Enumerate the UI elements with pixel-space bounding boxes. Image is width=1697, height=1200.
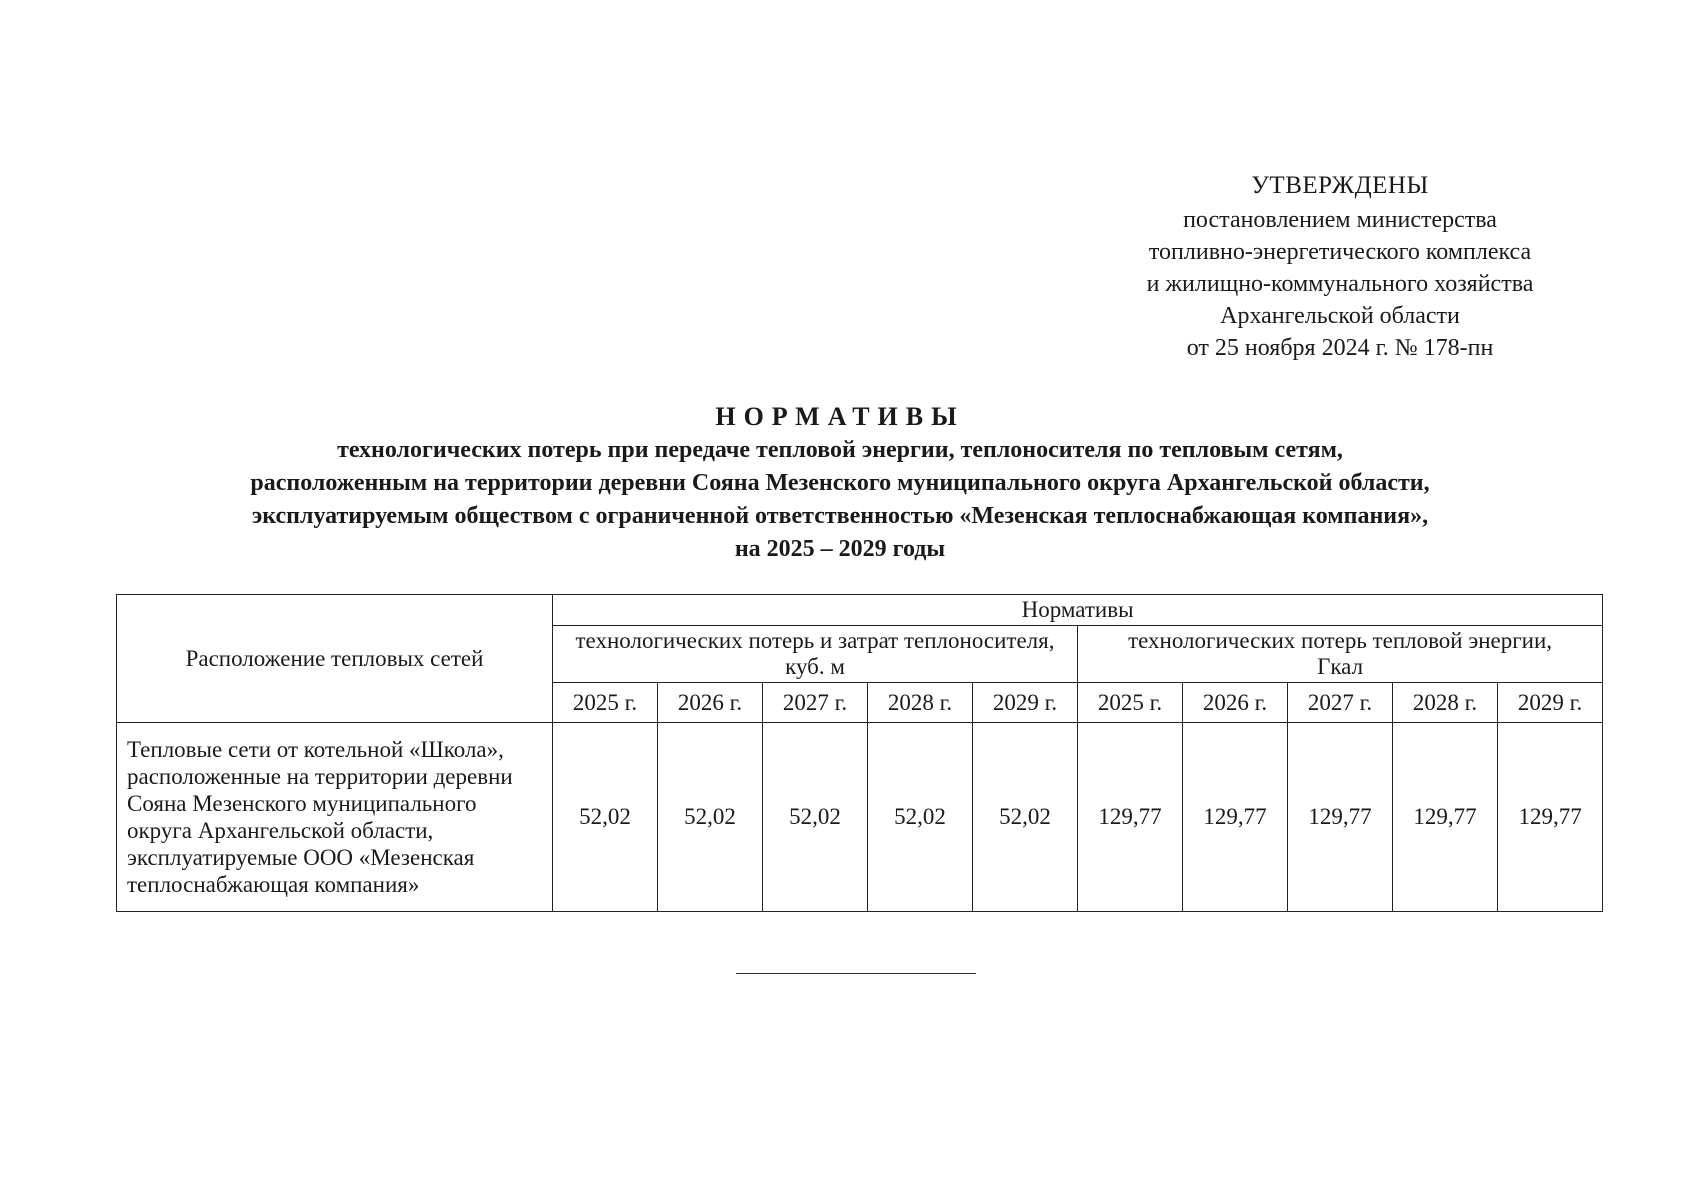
coolant-value: 52,02 xyxy=(658,723,763,912)
header-year: 2025 г. xyxy=(1078,683,1183,723)
title-main: НОРМАТИВЫ xyxy=(715,402,965,431)
header-norms: Нормативы xyxy=(553,595,1603,626)
approval-line: и жилищно-коммунального хозяйства xyxy=(1146,271,1534,297)
table-row xyxy=(117,723,1603,912)
approval-date-line: от 25 ноября 2024 г. № 178-пн xyxy=(1186,335,1494,361)
norms-table xyxy=(116,594,1603,912)
header-year: 2026 г. xyxy=(1183,683,1288,723)
approval-heading: УТВЕРЖДЕНЫ xyxy=(1251,172,1429,199)
header-heat-unit: Гкал xyxy=(1317,654,1364,679)
header-year: 2027 г. xyxy=(763,683,868,723)
title-line: технологических потерь при передаче тепловой энергии, теплоносителя по тепловым сетям, xyxy=(337,437,1343,463)
title-line: эксплуатируемым обществом с ограниченной ответственностью «Мезенская теплоснабжающая компания», xyxy=(251,503,1429,529)
approval-line: топливно-энергетического комплекса xyxy=(1148,239,1532,265)
header-year: 2029 г. xyxy=(1498,683,1603,723)
approval-line: постановлением министерства xyxy=(1183,207,1497,233)
closing-divider xyxy=(736,973,976,974)
header-coolant-group xyxy=(553,626,1078,683)
document-title xyxy=(100,400,1580,566)
heat-value: 129,77 xyxy=(1288,723,1393,912)
header-year: 2026 г. xyxy=(658,683,763,723)
approval-block xyxy=(1100,170,1580,364)
header-heat-group xyxy=(1078,626,1603,683)
coolant-value: 52,02 xyxy=(763,723,868,912)
heat-value: 129,77 xyxy=(1183,723,1288,912)
coolant-value: 52,02 xyxy=(973,723,1078,912)
header-year: 2028 г. xyxy=(868,683,973,723)
header-year: 2028 г. xyxy=(1393,683,1498,723)
approval-line: Архангельской области xyxy=(1220,303,1460,329)
header-location: Расположение тепловых сетей xyxy=(117,595,553,723)
coolant-value: 52,02 xyxy=(868,723,973,912)
coolant-value: 52,02 xyxy=(553,723,658,912)
header-coolant-text: технологических потерь и затрат теплоносителя, xyxy=(575,628,1055,653)
row-location: Тепловые сети от котельной «Школа», расположенные на территории деревни Сояна Мезенского муниципального округа Архангельской области, эксплуатируемые ООО «Мезенская теплоснабжающая компания» xyxy=(117,723,553,912)
title-line: на 2025 – 2029 годы xyxy=(734,536,946,562)
header-coolant-unit: куб. м xyxy=(785,654,845,679)
header-year: 2029 г. xyxy=(973,683,1078,723)
heat-value: 129,77 xyxy=(1078,723,1183,912)
heat-value: 129,77 xyxy=(1498,723,1603,912)
title-line: расположенным на территории деревни Сояна Мезенского муниципального округа Архангельской области, xyxy=(250,470,1430,496)
header-year: 2027 г. xyxy=(1288,683,1393,723)
heat-value: 129,77 xyxy=(1393,723,1498,912)
header-year: 2025 г. xyxy=(553,683,658,723)
header-heat-text: технологических потерь тепловой энергии, xyxy=(1128,628,1553,653)
